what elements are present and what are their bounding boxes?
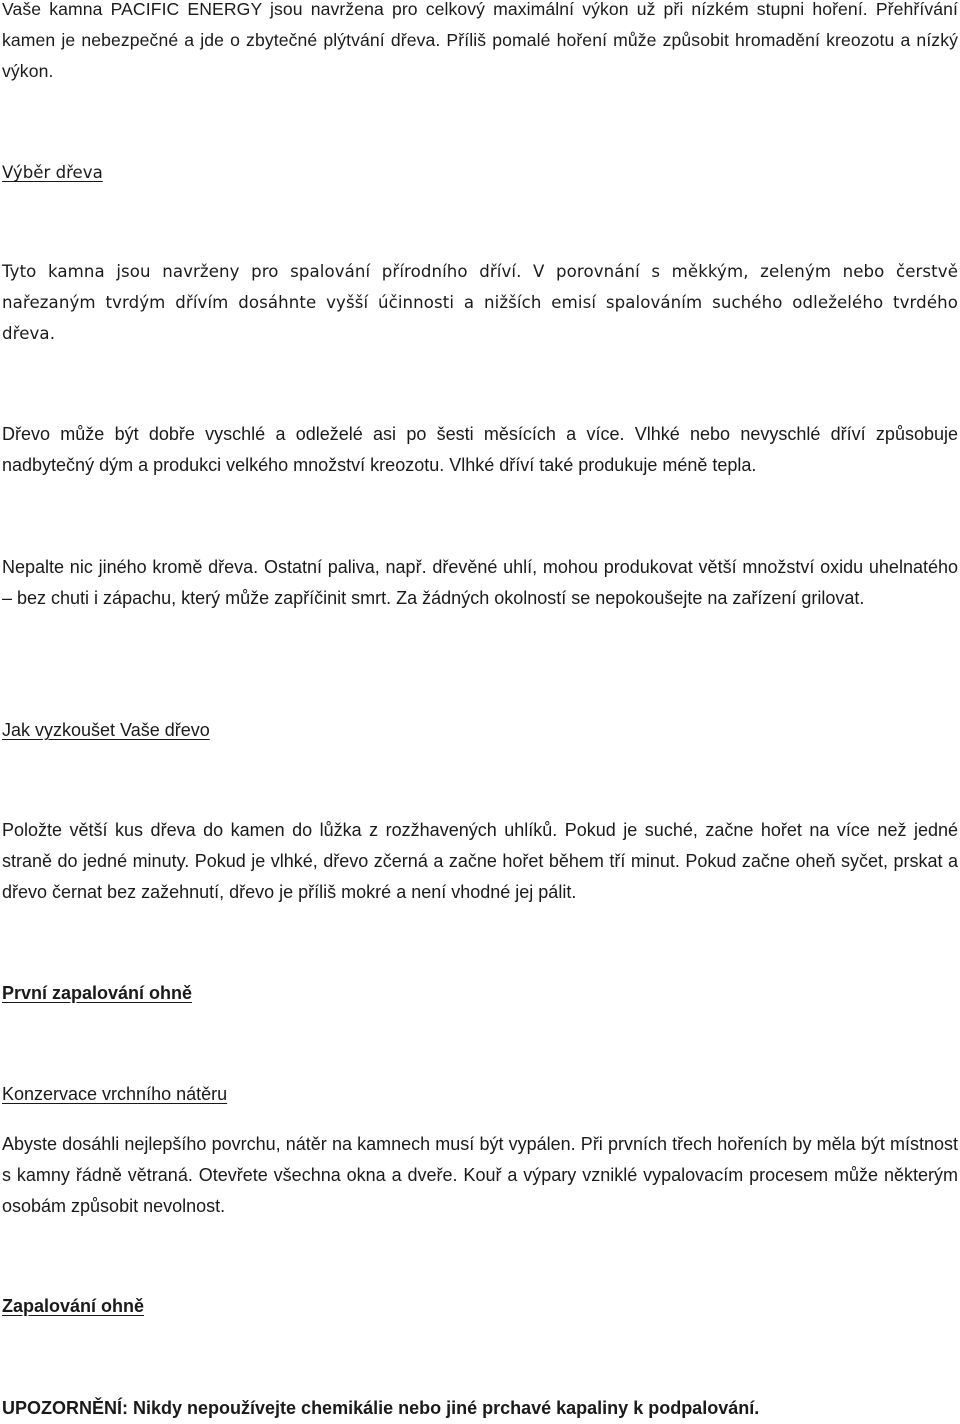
wood-selection-paragraph-2: Dřevo může být dobře vyschlé a odleželé asi po šesti měsících a více. Vlhké nebo nevyschlé dříví způsobuje nadbytečný dým a produkci velkého množství kreozotu. Vlhké dříví také produkuje méně tepla.: [2, 424, 958, 475]
heading-first-fire: První zapalování ohně: [2, 983, 193, 1003]
heading-wood-selection: Výběr dřeva: [2, 163, 103, 182]
intro-paragraph: Vaše kamna PACIFIC ENERGY jsou navržena pro celkový maximální výkon už při nízkém stupni hoření. Přehřívání kamen je nebezpečné a jde o zbytečné plýtvání dřeva. Příliš pomalé hoření může způsobit hromadění kreozotu a nízký výkon.: [2, 0, 958, 81]
heading-test-wood: Jak vyzkoušet Vaše dřevo: [2, 720, 210, 740]
wood-selection-paragraph-1: Tyto kamna jsou navrženy pro spalování přírodního dříví. V porovnání s měkkým, zeleným nebo čerstvě nařezaným tvrdým dřívím dosáhnte vyšší účinnosti a nižších emisí spalováním suchého odleželého tvrdého dřeva.: [2, 262, 958, 343]
test-wood-paragraph: Položte větší kus dřeva do kamen do lůžka z rozžhavených uhlíků. Pokud je suché, začne hořet na více než jedné straně do jedné minuty. Pokud je vlhké, dřevo zčerná a začne hořet během tří minut. Pokud začne oheň syčet, prskat a dřevo černat bez zažehnutí, dřevo je příliš mokré a není vhodné jej pálit.: [2, 820, 958, 902]
subheading-finish-curing: Konzervace vrchního nátěru: [2, 1084, 228, 1104]
warning-line: [2, 1393, 958, 1424]
warning-label: UPOZORNĚNÍ:: [2, 1398, 128, 1418]
first-fire-paragraph: Abyste dosáhli nejlepšího povrchu, nátěr na kamnech musí být vypálen. Při prvních třech hořeních by měla být místnost s kamny řádně větraná. Otevřete všechna okna a dveře. Kouř a výpary vzniklé vypalovacím procesem může některým osobám způsobit nevolnost.: [2, 1134, 958, 1216]
warning-text: Nikdy nepoužívejte chemikálie nebo jiné prchavé kapaliny k podpalování.: [133, 1398, 760, 1418]
wood-selection-paragraph-3: Nepalte nic jiného kromě dřeva. Ostatní paliva, např. dřevěné uhlí, mohou produkovat větší množství oxidu uhelnatého – bez chuti i zápachu, který může zapříčinit smrt. Za žádných okolností se nepokoušejte na zařízení grilovat.: [2, 557, 958, 608]
heading-lighting: Zapalování ohně: [2, 1296, 145, 1316]
